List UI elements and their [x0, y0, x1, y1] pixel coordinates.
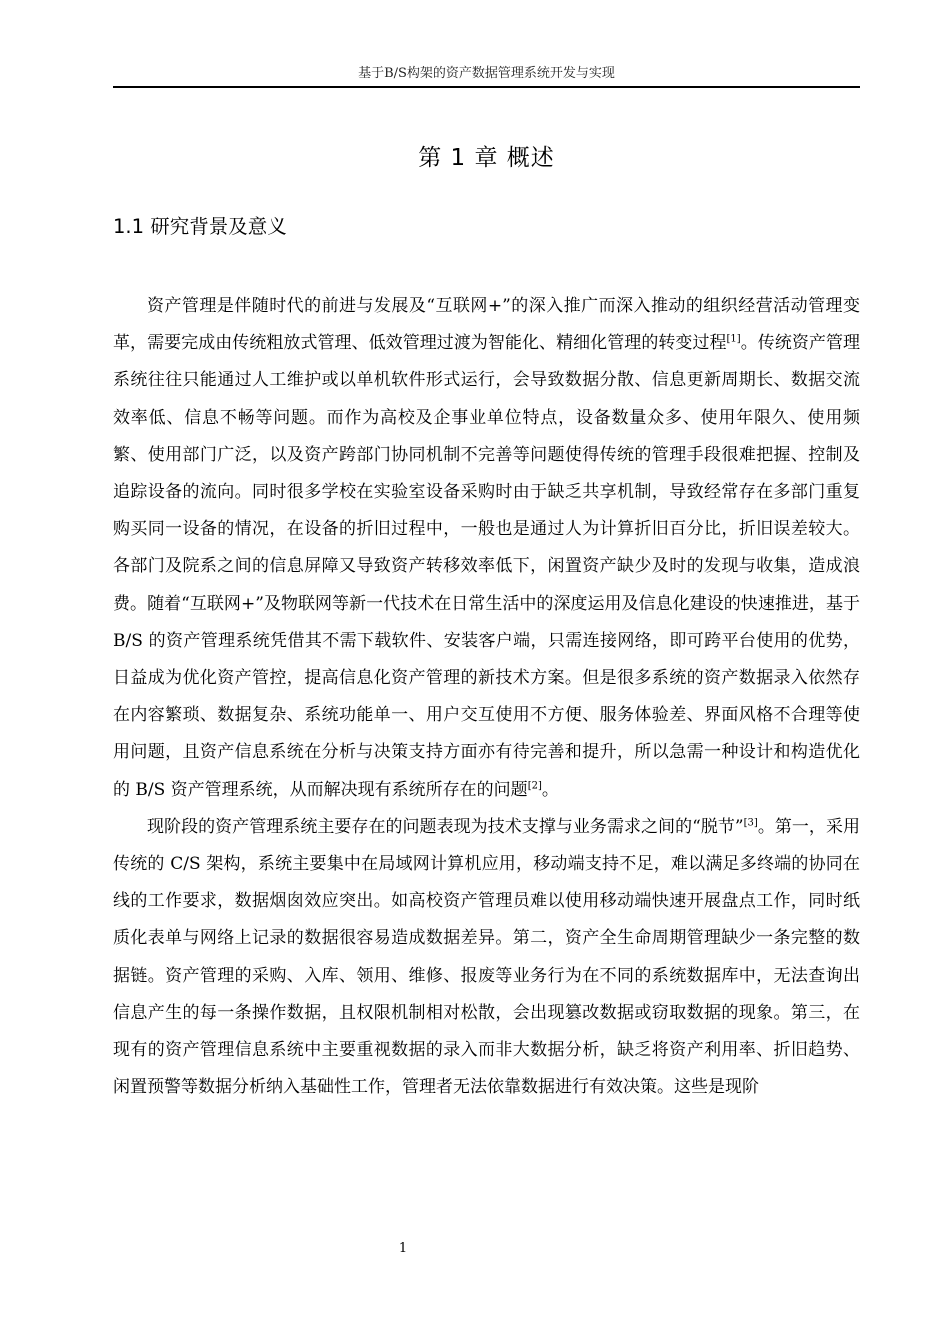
paragraph-2-text-b: 。第一，采用传统的 C/S 架构，系统主要集中在局域网计算机应用，移动端支持不足，难以满足多终端的协同在线的工作要求，数据烟囱效应突出。如高校资产管理员难以使用移动端快速开展盘点工作，同时纸质化表单与网络上记录的数据很容易造成数据差异。第二，资产全生命周期管理缺少一条完整的数据链。资产管理的采购、入库、领用、维修、报废等业务行为在不同的系统数据库中，无法查询出信息产生的每一条操作数据，且权限机制相对松散，会出现篡改数据或窃取数据的现象。第三，在现有的资产管理信息系统中主要重视数据的录入而非大数据分析，缺乏将资产利用率、折旧趋势、闲置预警等数据分析纳入基础性工作，管理者无法依靠数据进行有效决策。这些是现阶: [113, 816, 860, 1098]
citation-3: [3]: [743, 817, 758, 829]
paragraph-2: [113, 809, 860, 1107]
citation-2: [2]: [527, 779, 542, 791]
running-header: 基于B/S构架的资产数据管理系统开发与实现: [358, 66, 615, 81]
paragraph-1-text-a: 资产管理是伴随时代的前进与发展及“互联网+”的深入推广而深入推动的组织经营活动管理变革，需要完成由传统粗放式管理、低效管理过渡为智能化、精细化管理的转变过程: [113, 296, 860, 354]
paragraph-1-text-c: 。: [541, 779, 559, 800]
section-title: 1.1 研究背景及意义: [113, 215, 287, 238]
page-number: 1: [398, 1241, 408, 1256]
paragraph-2-text-a: 现阶段的资产管理系统主要存在的问题表现为技术支撑与业务需求之间的“脱节”: [147, 816, 744, 837]
paragraph-1: [113, 288, 860, 809]
chapter-title: 第 1 章 概述: [418, 145, 555, 171]
citation-1: [1]: [726, 333, 741, 345]
header-rule: [113, 86, 860, 88]
paragraph-1-text-b: 。传统资产管理系统往往只能通过人工维护或以单机软件形式运行，会导致数据分散、信息更新周期长、数据交流效率低、信息不畅等问题。而作为高校及企事业单位特点，设备数量众多、使用年限久、使用频繁、使用部门广泛，以及资产跨部门协同机制不完善等问题使得传统的管理手段很难把握、控制及追踪设备的流向。同时很多学校在实验室设备采购时由于缺乏共享机制，导致经常存在多部门重复购买同一设备的情况，在设备的折旧过程中，一般也是通过人为计算折旧百分比，折旧误差较大。各部门及院系之间的信息屏障又导致资产转移效率低下，闲置资产缺少及时的发现与收集，造成浪费。随着“互联网+”及物联网等新一代技术在日常生活中的深度运用及信息化建设的快速推进，基于 B/S 的资产管理系统凭借其不需下载软件、安装客户端，只需连接网络，即可跨平台使用的优势，日益成为优化资产管控，提高信息化资产管理的新技术方案。但是很多系统的资产数据录入依然存在内容繁琐、数据复杂、系统功能单一、用户交互使用不方便、服务体验差、界面风格不合理等使用问题，且资产信息系统在分析与决策支持方面亦有待完善和提升，所以急需一种设计和构造优化的 B/S 资产管理系统，从而解决现有系统所存在的问题: [113, 333, 861, 800]
body-text: [113, 288, 860, 1106]
